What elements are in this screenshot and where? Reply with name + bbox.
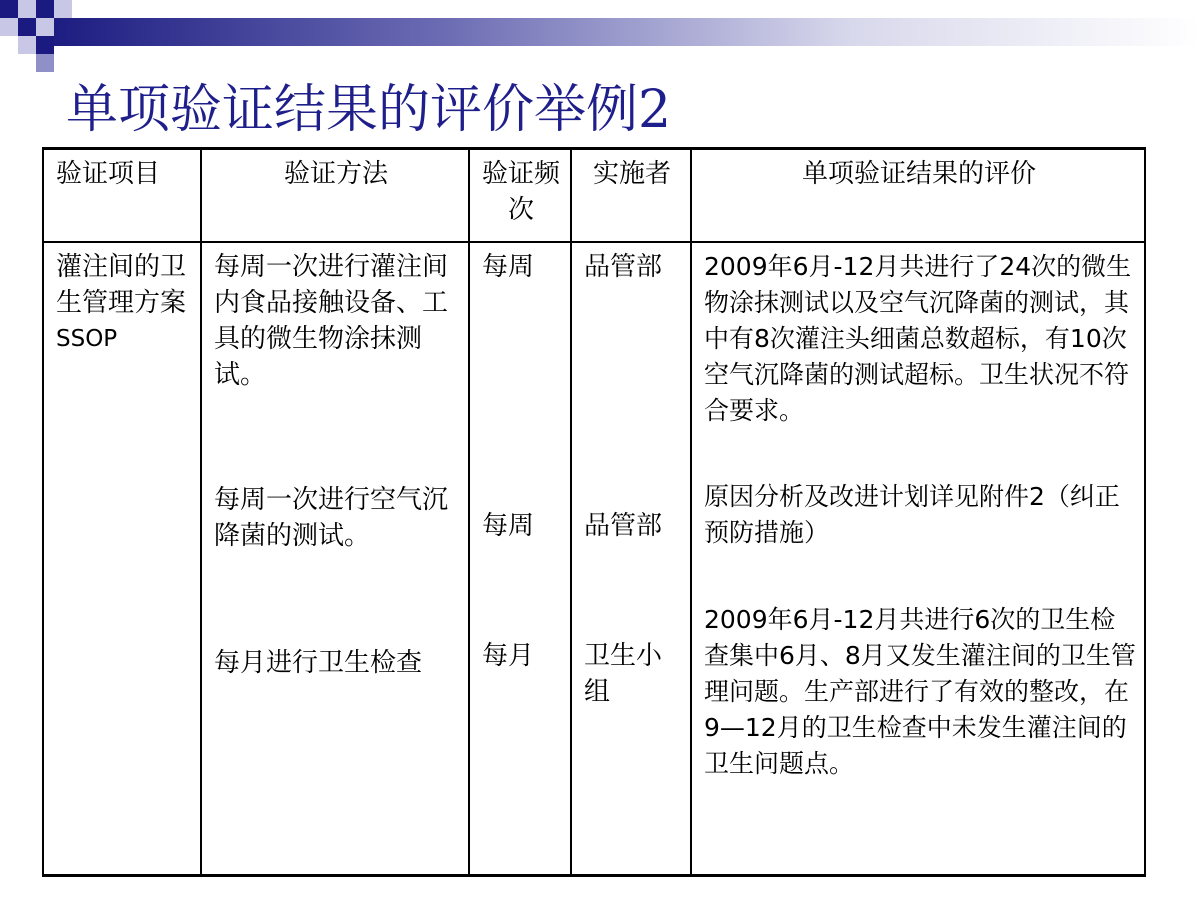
frequency-cell (469, 242, 571, 876)
item-name: 灌注间的卫生管理方案 (56, 252, 187, 318)
method-entry: 每月进行卫生检查 (214, 648, 423, 678)
method-cell (201, 242, 469, 876)
header-method: 验证方法 (201, 149, 469, 243)
verification-table (42, 147, 1146, 877)
executor-cell (571, 242, 691, 876)
header-executor: 实施者 (571, 149, 691, 243)
item-cell (43, 242, 201, 876)
table-row (43, 242, 1145, 876)
header-decoration (0, 0, 1200, 80)
executor-entry: 品管部 (584, 511, 663, 541)
header-row (43, 149, 1145, 243)
evaluation-entry: 原因分析及改进计划详见附件2（纠正预防措施） (704, 482, 1120, 547)
evaluation-cell (691, 242, 1145, 876)
executor-entry: 卫生小组 (584, 641, 663, 707)
method-entry: 每周一次进行空气沉降菌的测试。 (214, 485, 449, 551)
frequency-entry: 每周 (482, 252, 535, 282)
executor-entry: 品管部 (584, 252, 663, 282)
header-frequency: 验证频次 (469, 149, 571, 243)
item-code: SSOP (56, 326, 118, 352)
frequency-entry: 每月 (482, 641, 535, 671)
frequency-entry: 每周 (482, 511, 535, 541)
slide-title: 单项验证结果的评价举例2 (66, 80, 672, 140)
evaluation-entry: 2009年6月-12月共进行了24次的微生物涂抹测试以及空气沉降菌的测试，其中有8次灌注头细菌总数超标，有10次空气沉降菌的测试超标。卫生状况不符合要求。 (704, 252, 1132, 425)
header-evaluation: 单项验证结果的评价 (691, 149, 1145, 243)
header-item: 验证项目 (43, 149, 201, 243)
evaluation-entry: 2009年6月-12月共进行6次的卫生检查集中6月、8月又发生灌注间的卫生管理问题。生产部进行了有效的整改，在9—12月的卫生检查中未发生灌注间的卫生问题点。 (704, 605, 1136, 778)
method-entry: 每周一次进行灌注间内食品接触设备、工具的微生物涂抹测试。 (214, 252, 449, 390)
